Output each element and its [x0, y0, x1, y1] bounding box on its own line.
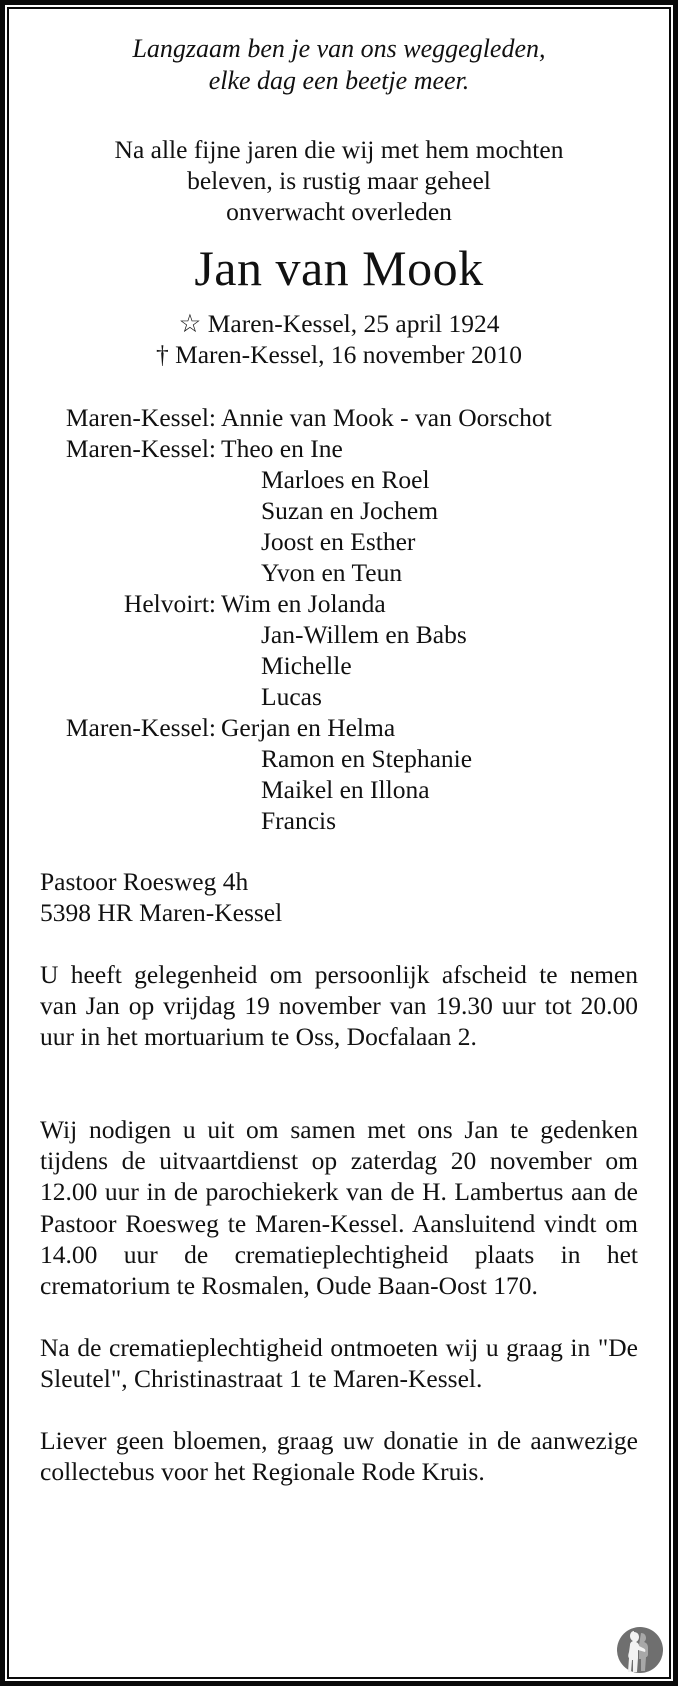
address-postal-city: 5398 HR Maren-Kessel: [40, 898, 283, 927]
family-location: Helvoirt:: [123, 589, 216, 618]
deceased-name: Jan van Mook: [194, 240, 484, 296]
family-member: Maikel en Illona: [261, 775, 430, 804]
family-list: [40, 402, 638, 836]
paragraph-donation: Liever geen bloemen, graag uw donatie in de aanwezige collectebus voor het Regionale Rode Kruis.: [40, 1426, 638, 1487]
family-member: Francis: [261, 806, 337, 835]
family-location: Maren-Kessel:: [65, 434, 216, 463]
family-member: Wim en Jolanda: [221, 589, 386, 618]
family-row: [40, 588, 638, 619]
birth-date: ☆ Maren-Kessel, 25 april 1924: [178, 309, 500, 338]
family-member: Lucas: [261, 682, 322, 711]
announcement-line: Na alle fijne jaren die wij met hem mochten: [114, 135, 564, 164]
address-street: Pastoor Roesweg 4h: [40, 867, 249, 896]
family-row: [40, 650, 638, 681]
family-location: Maren-Kessel:: [65, 713, 216, 742]
family-member: Michelle: [261, 651, 352, 680]
life-dates: [40, 308, 638, 370]
deceased-name-block: [40, 238, 638, 298]
family-row: [40, 743, 638, 774]
poem-line: elke dag een beetje meer.: [208, 66, 470, 95]
family-member: Suzan en Jochem: [261, 496, 439, 525]
poem-line: Langzaam ben je van ons weggegleden,: [132, 34, 546, 63]
paragraph-gathering: Na de crematieplechtigheid ontmoeten wij u graag in "De Sleutel", Christinastraat 1 te Maren-Kessel.: [40, 1333, 638, 1394]
family-row: [40, 712, 638, 743]
paragraph-visitation: U heeft gelegenheid om persoonlijk afscheid te nemen van Jan op vrijdag 19 november van 19.30 uur tot 20.00 uur in het mortuarium te Oss, Docfalaan 2.: [40, 960, 638, 1052]
death-date: † Maren-Kessel, 16 november 2010: [155, 340, 523, 369]
family-row: [40, 526, 638, 557]
family-member: Joost en Esther: [261, 527, 416, 556]
family-row: [40, 402, 638, 433]
family-row: [40, 681, 638, 712]
family-row: [40, 805, 638, 836]
address: [40, 866, 638, 928]
family-row: [40, 495, 638, 526]
family-member: Yvon en Teun: [261, 558, 403, 587]
family-member: Gerjan en Helma: [221, 713, 396, 742]
family-member: Marloes en Roel: [261, 465, 430, 494]
poem: [40, 33, 638, 97]
announcement: [40, 134, 638, 227]
family-row: [40, 619, 638, 650]
family-row: [40, 464, 638, 495]
announcement-line: beleven, is rustig maar geheel: [187, 166, 491, 195]
family-member: Jan-Willem en Babs: [261, 620, 467, 649]
family-row: [40, 774, 638, 805]
family-member: Theo en Ine: [221, 434, 343, 463]
family-row: [40, 557, 638, 588]
paragraph-funeral-service: Wij nodigen u uit om samen met ons Jan te gedenken tijdens de uitvaartdienst op zaterdag 20 november om 12.00 uur in de parochiekerk van de H. Lambertus aan de Pastoor Roesweg te Maren-Kessel. Aansluitend vindt om 14.00 uur de crematieplechtigheid plaats in het crematorium te Rosmalen, Oude Baan-Oost 170.: [40, 1115, 638, 1301]
family-member: Ramon en Stephanie: [261, 744, 473, 773]
family-location: Maren-Kessel:: [65, 403, 216, 432]
embracing-figures-icon: [617, 1627, 663, 1673]
family-row: [40, 433, 638, 464]
announcement-line: onverwacht overleden: [226, 197, 452, 226]
family-member: Annie van Mook - van Oorschot: [221, 403, 552, 432]
